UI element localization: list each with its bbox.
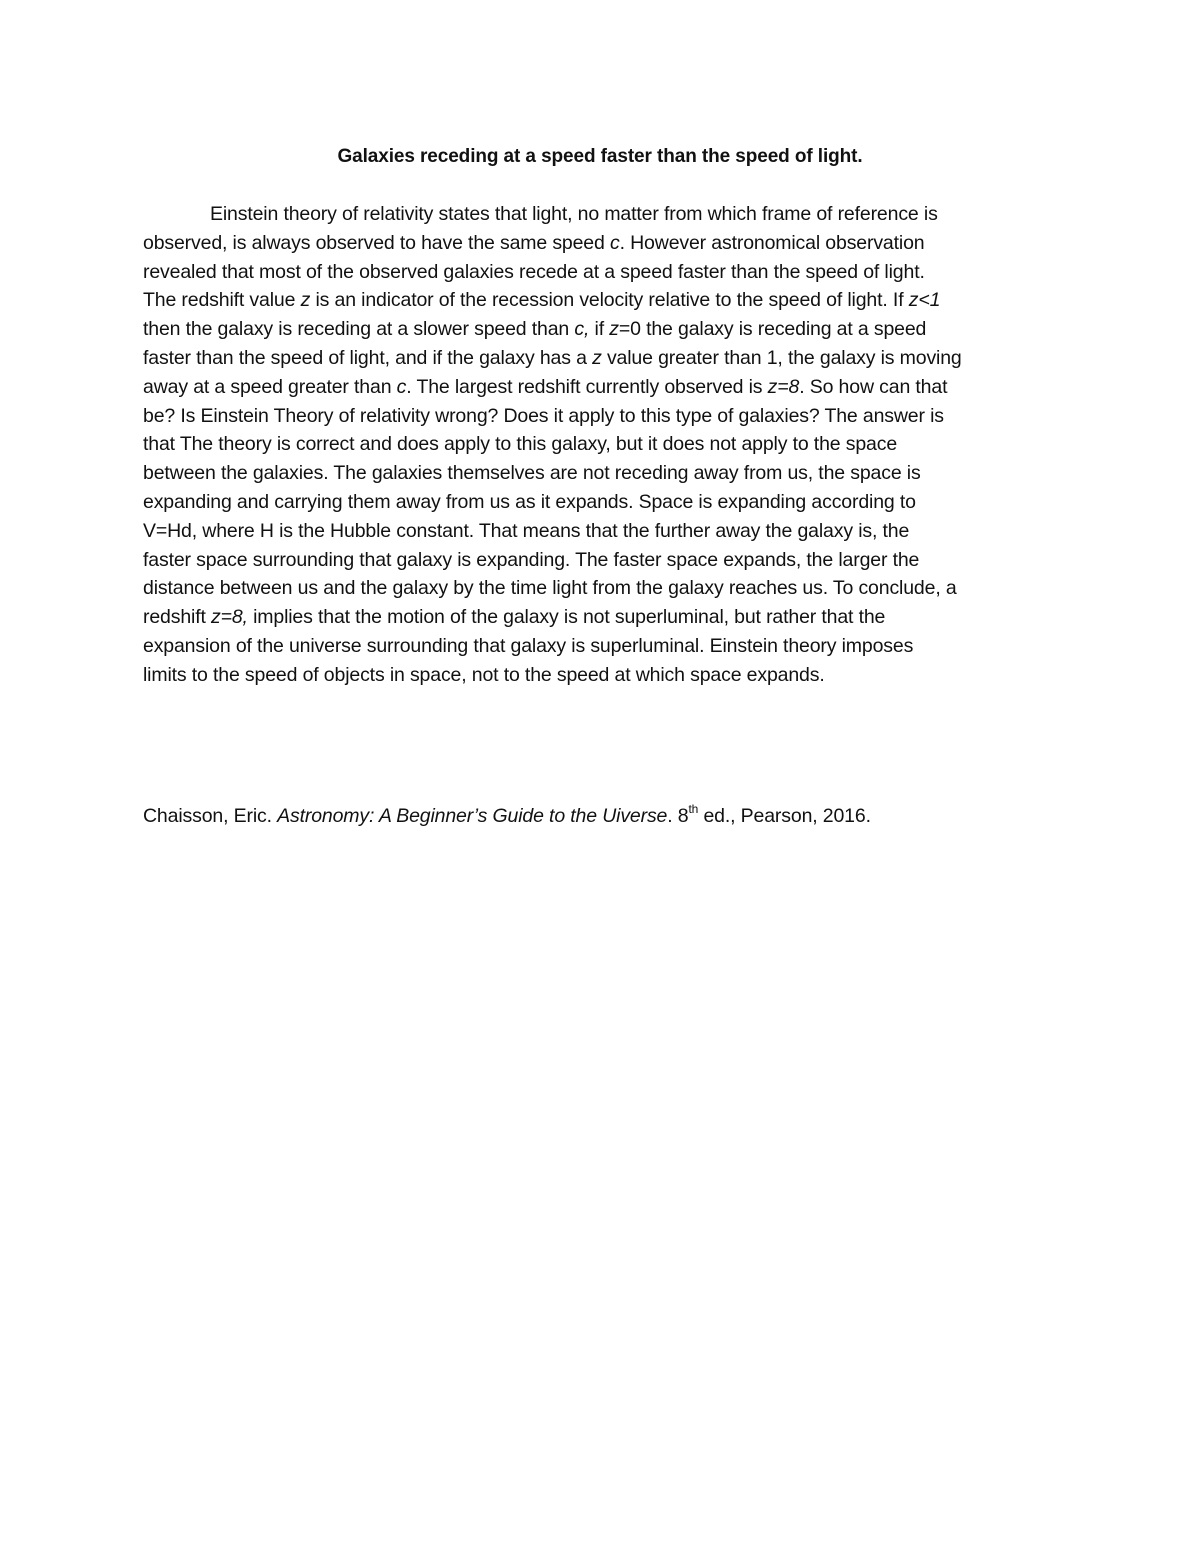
text-run: . However astronomical observation <box>619 231 925 254</box>
italic-run: z <box>609 318 619 341</box>
text-run: . The largest redshift currently observed is <box>406 375 768 398</box>
text-run: . So how can that <box>799 375 948 398</box>
paragraph-line <box>143 661 1068 690</box>
paragraph-line <box>143 258 1068 287</box>
text-run: between the galaxies. The galaxies themselves are not receding away from us, the space is <box>143 462 921 485</box>
text-run: value greater than 1, the galaxy is moving <box>601 346 962 369</box>
paragraph-line <box>143 430 1068 459</box>
italic-run: z=8, <box>211 606 248 629</box>
citation-publication: ed., Pearson, 2016. <box>698 805 871 827</box>
citation-author: Chaisson, Eric. <box>143 805 278 827</box>
paragraph-line <box>143 632 1068 661</box>
text-run: expanding and carrying them away from us as it expands. Space is expanding according to <box>143 490 916 513</box>
text-run: that The theory is correct and does apply to this galaxy, but it does not apply to the space <box>143 433 898 456</box>
text-run: =0 the galaxy is receding at a speed <box>618 318 927 341</box>
paragraph-line <box>143 488 1068 517</box>
text-run: faster space surrounding that galaxy is expanding. The faster space expands, the larger the <box>143 548 920 571</box>
citation-edition-number: . 8 <box>667 805 689 827</box>
text-run: The redshift value <box>143 289 301 312</box>
text-run: observed, is always observed to have the same speed <box>143 231 610 254</box>
document-title: Galaxies receding at a speed faster than the speed of light. <box>337 146 863 167</box>
text-run: revealed that most of the observed galaxies recede at a speed faster than the speed of light. <box>143 260 925 283</box>
paragraph-line <box>143 546 1068 575</box>
text-run: away at a speed greater than <box>143 375 397 398</box>
paragraph-line <box>143 517 1068 546</box>
paragraph-line <box>143 373 1068 402</box>
text-run: distance between us and the galaxy by the time light from the galaxy reaches us. To conclude, a <box>143 577 957 600</box>
citation-book-title: Astronomy: A Beginner’s Guide to the Uiverse <box>277 805 668 827</box>
paragraph-line <box>143 574 1068 603</box>
text-run: be? Is Einstein Theory of relativity wrong? Does it apply to this type of galaxies? The answer is <box>143 404 944 427</box>
text-run: then the galaxy is receding at a slower speed than <box>143 318 575 341</box>
italic-run: z <box>300 289 311 312</box>
text-run: redshift <box>143 606 212 629</box>
text-run: if <box>589 318 610 341</box>
citation <box>143 802 871 830</box>
text-run: implies that the motion of the galaxy is not superluminal, but rather that the <box>247 606 886 629</box>
text-run: Einstein theory of relativity states that light, no matter from which frame of reference is <box>210 203 938 225</box>
paragraph-line <box>143 315 1068 344</box>
text-run: is an indicator of the recession velocity relative to the speed of light. If <box>310 289 909 312</box>
italic-run: c <box>396 375 407 398</box>
paragraph-line <box>143 286 1068 315</box>
text-run: limits to the speed of objects in space, not to the speed at which space expands. <box>143 663 825 686</box>
italic-run: z<1 <box>908 289 941 312</box>
text-run: V=Hd, where H is the Hubble constant. That means that the further away the galaxy is, the <box>143 519 910 542</box>
paragraph-line <box>143 200 1068 229</box>
italic-run: c, <box>574 318 590 341</box>
citation-ordinal-suffix: th <box>688 801 699 816</box>
text-run: expansion of the universe surrounding that galaxy is superluminal. Einstein theory imposes <box>143 634 914 657</box>
text-run: faster than the speed of light, and if the galaxy has a <box>143 346 593 369</box>
italic-run: c <box>609 231 620 254</box>
body-paragraph <box>143 200 1068 690</box>
paragraph-line <box>143 344 1068 373</box>
paragraph-line <box>143 603 1068 632</box>
paragraph-line <box>143 229 1068 258</box>
italic-run: z=8 <box>767 375 800 398</box>
italic-run: z <box>592 346 602 369</box>
paragraph-line <box>143 402 1068 431</box>
paragraph-line <box>143 459 1068 488</box>
